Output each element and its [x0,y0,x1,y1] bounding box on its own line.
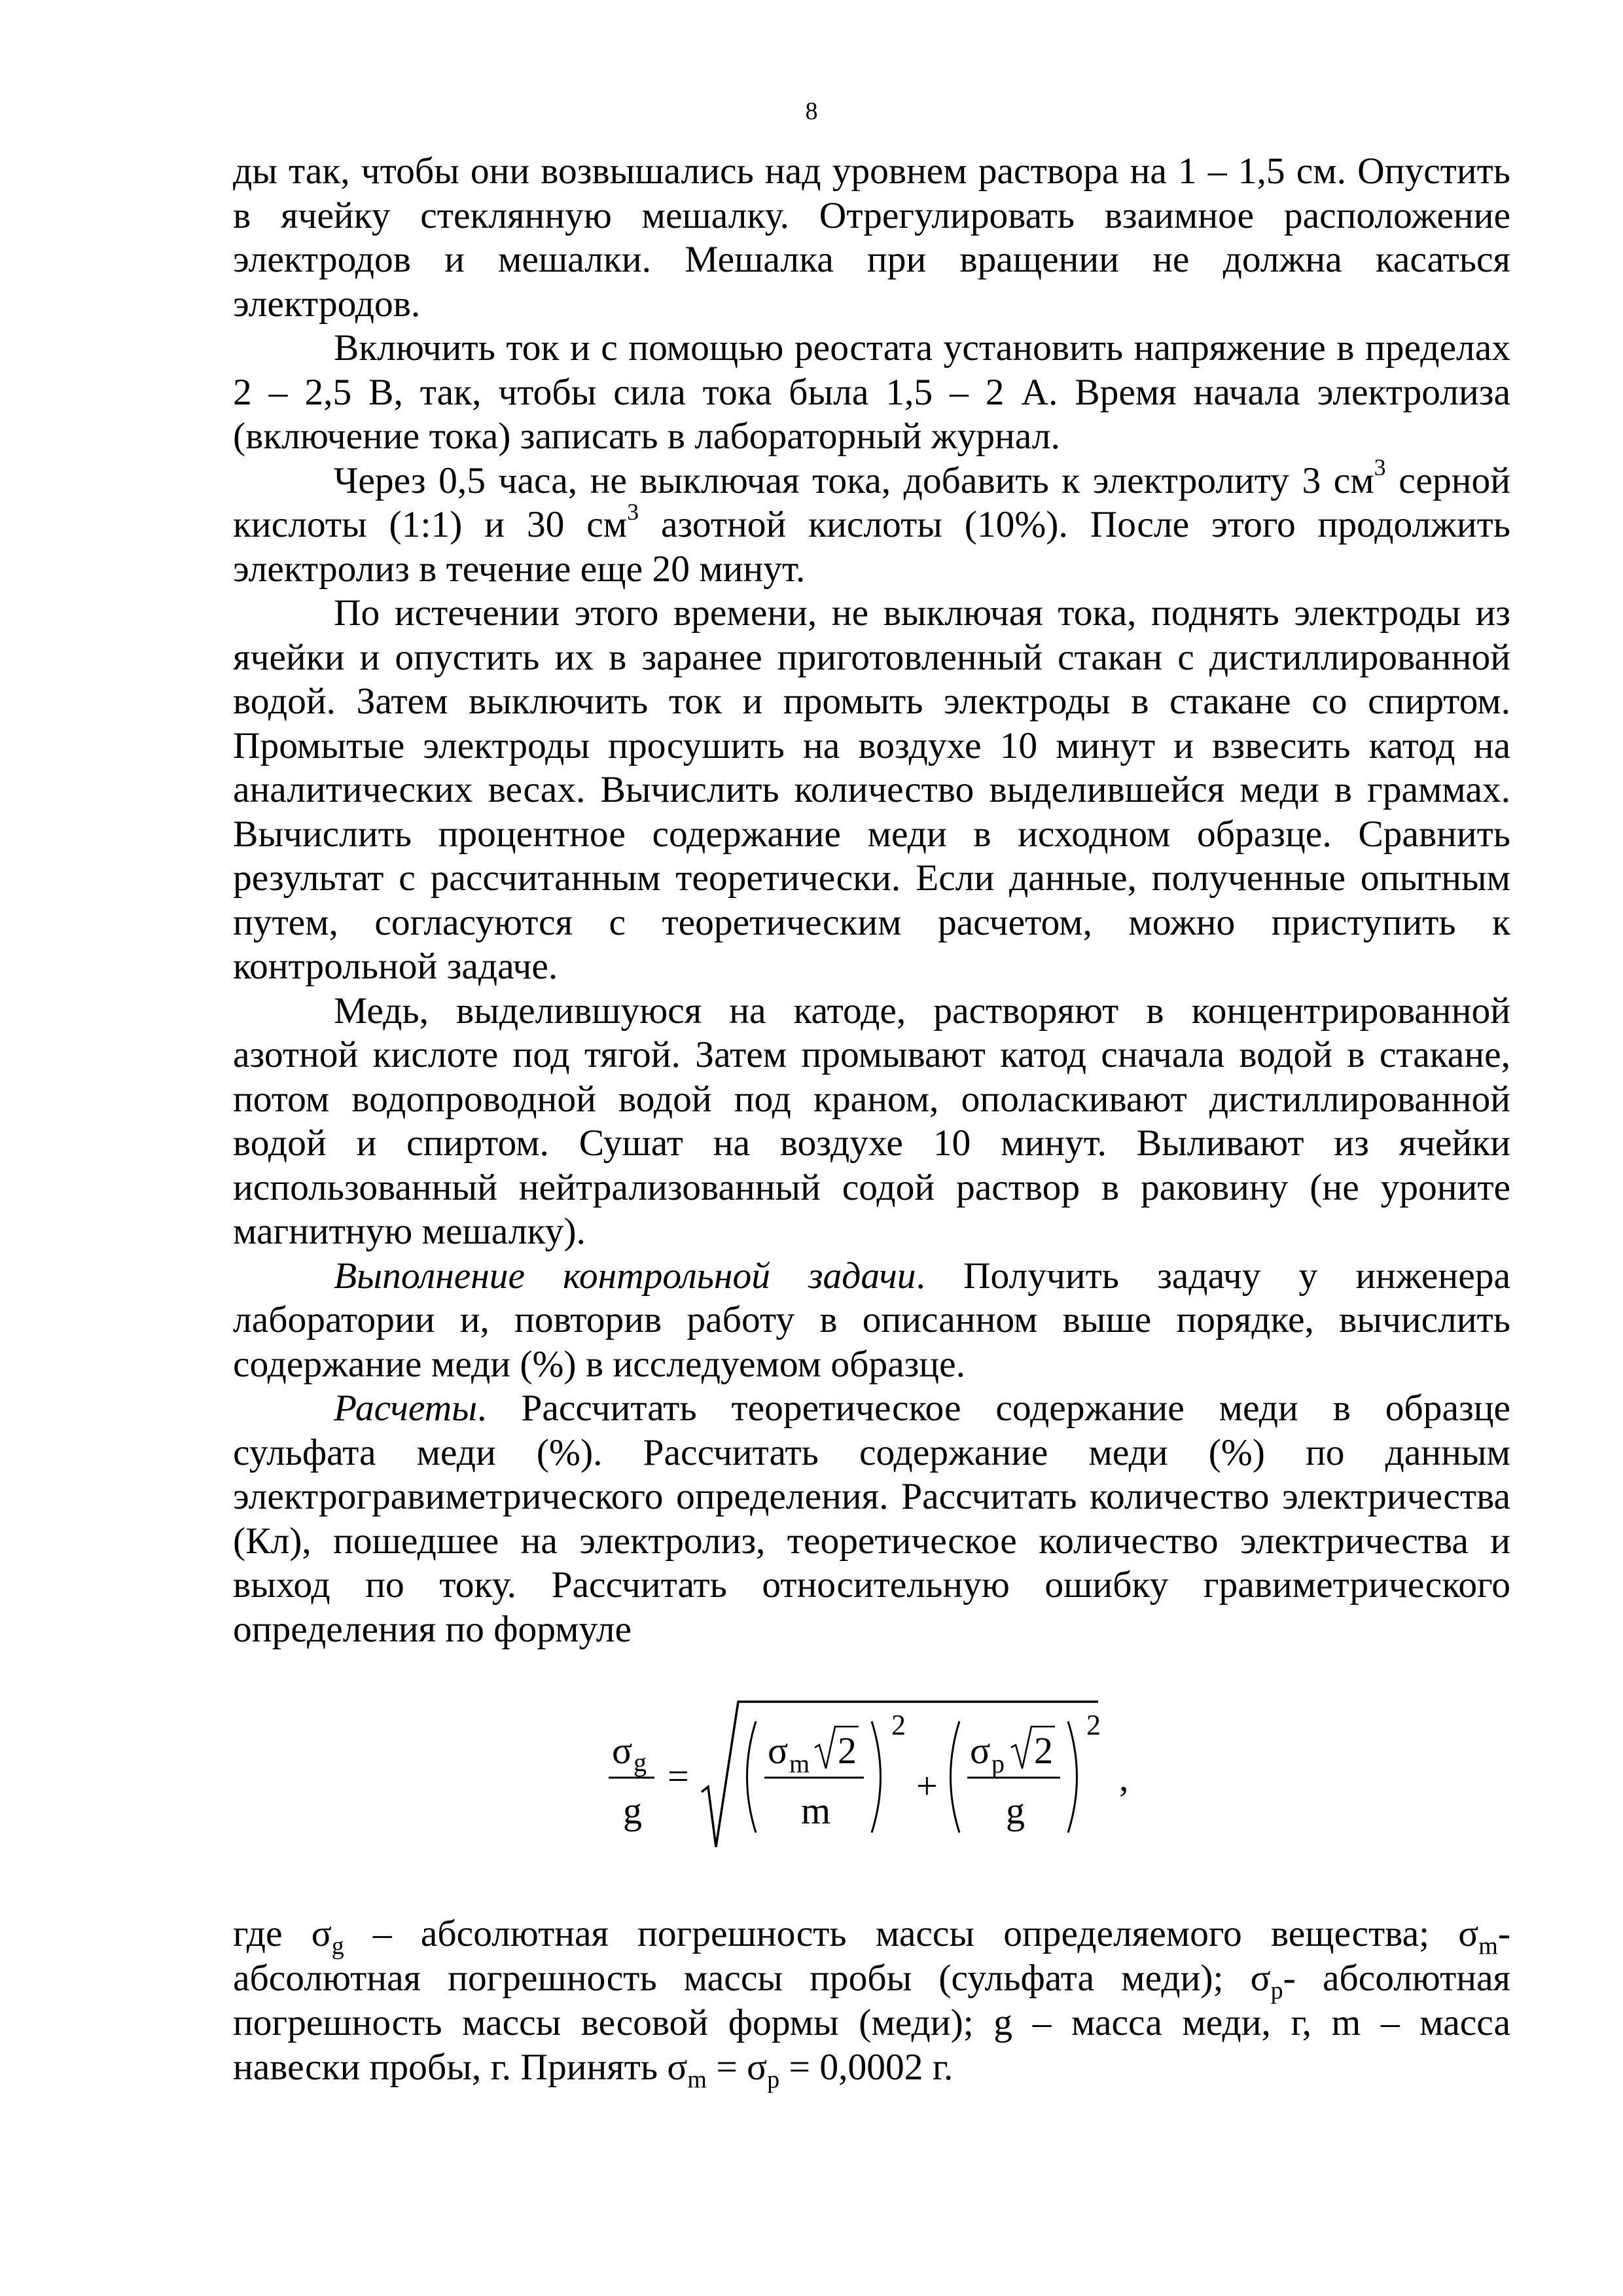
formula-t1-sigma: σ [768,1729,789,1772]
formula-t2-sub-p: p [991,1749,1005,1778]
paragraph-control-task [233,1254,1510,1387]
paragraph-dissolve-copper: Медь, выделившуюся на катоде, растворяют в концентрированной азотной кислоте под тягой. Затем промывают катод сначала водой в стакане, потом водопроводной водой под краном, ополаскивают дистиллированной водой и спиртом. Сушат на воздухе 10 минут. Выливают из ячейки использованный нейтрализованный содой раствор в раковину (не уроните магнитную мешалку). [233,990,1510,1252]
superscript-cube-1: 3 [1374,454,1386,481]
legend-sub-p-2: p [767,2066,780,2094]
calculations-heading: Расчеты [334,1388,478,1429]
paragraph-add-acids-part2: серной кислоты (1:1) и 30 см [233,459,1510,545]
paragraph-continuation: ды так, чтобы они возвышались над уровнем раствора на 1 – 1,5 см. Опустить в ячейку стеклянную мешалку. Отрегулировать взаимное расположение электродов и мешалки. Мешалка при вращении не должна касаться электродов. [233,151,1510,325]
formula-equals: = [668,1755,689,1797]
legend-sub-m: m [1478,1932,1498,1960]
formula-lhs-sigma: σ [612,1729,633,1772]
calculations-text: . Рассчитать теоретическое содержание меди в образце сульфата меди (%). Рассчитать содержание меди (%) по данным электрогравиметрического определения. Рассчитать количество электричества (Кл), пошедшее на электролиз, теоретическое количество электричества и выход по току. Рассчитать относительную ошибку гравиметрического определения по формуле [233,1388,1510,1650]
legend-sub-g: g [331,1932,344,1960]
formula-legend-paragraph [233,1912,1511,2094]
formula-plus: + [916,1765,938,1807]
paragraph-add-acids [233,454,1510,592]
paragraph-remove-electrodes: По истечении этого времени, не выключая тока, поднять электроды из ячейки и опустить их в заранее приготовленный стакан с дистиллированной водой. Затем выключить ток и промыть электроды в стакане со спиртом. Промытые электроды просушить на воздухе 10 минут и взвесить катод на аналитических весах. Вычислить количество выделившейся меди в граммах. Вычислить процентное содержание меди в исходном образце. Сравнить результат с рассчитанным теоретически. Если данные, полученные опытным путем, согласуются с теоретическим расчетом, можно приступить к контрольной задаче. [233,592,1510,987]
formula-t1-den-m: m [801,1789,831,1832]
formula-t2-den-g: g [1006,1789,1025,1832]
formula-lhs-den-g: g [623,1789,642,1832]
legend-part-2: – абсолютная погрешность массы определяемого вещества; σ [344,1913,1479,1954]
formula-paren-right-1 [872,1721,881,1833]
paragraph-add-acids-part1: Через 0,5 часа, не выключая тока, добавить к электролиту 3 см [334,459,1374,501]
legend-part-5: = σ [706,2047,768,2088]
formula-t2-two: 2 [1034,1729,1053,1772]
page-number: 8 [805,98,818,125]
superscript-cube-2: 3 [627,498,639,525]
legend-part-6: = 0,0002 г. [779,2047,954,2088]
formula-trailing-comma: , [1119,1757,1129,1799]
formula-legend [233,1912,1511,2094]
formula-t1-two: 2 [838,1729,857,1772]
formula-t1-sub-m: m [789,1749,810,1778]
formula-paren-left-2 [951,1721,960,1833]
formula-paren-left-1 [747,1721,757,1833]
formula-lhs-sub-g: g [633,1748,647,1777]
legend-sub-m-2: m [687,2066,707,2094]
paragraph-add-acids-part3: азотной кислоты (10%). После этого продолжить электролиз в течение еще 20 минут. [233,504,1510,590]
formula-t1-exponent: 2 [891,1709,906,1741]
legend-part-4: - абсолютная погрешность массы весовой формы (меди); g – масса меди, г, m – масса навески пробы, г. Принять σ [233,1958,1511,2088]
formula-t2-exponent: 2 [1086,1709,1101,1741]
formula-svg [589,1695,1178,1859]
paragraph-calculations [233,1386,1510,1651]
legend-sub-p: p [1270,1977,1283,2005]
body-text [233,149,1510,1651]
legend-part-3: - абсолютная погрешность массы пробы (сульфата меди); σ [233,1913,1510,1999]
control-task-heading: Выполнение контрольной задачи [334,1255,916,1297]
error-formula [589,1695,1178,1859]
formula-t2-sigma: σ [970,1729,991,1772]
control-task-text: . Получить задачу у инженера лаборатории и, повторив работу в описанном выше порядке, вычислить содержание меди (%) в исследуемом образце. [233,1255,1510,1385]
formula-paren-right-2 [1068,1721,1077,1833]
legend-part-1: где σ [233,1913,332,1954]
paragraph-current-on: Включить ток и с помощью реостата установить напряжение в пределах 2 – 2,5 В, так, чтобы сила тока была 1,5 – 2 А. Время начала электролиза (включение тока) записать в лабораторный журнал. [233,327,1510,457]
